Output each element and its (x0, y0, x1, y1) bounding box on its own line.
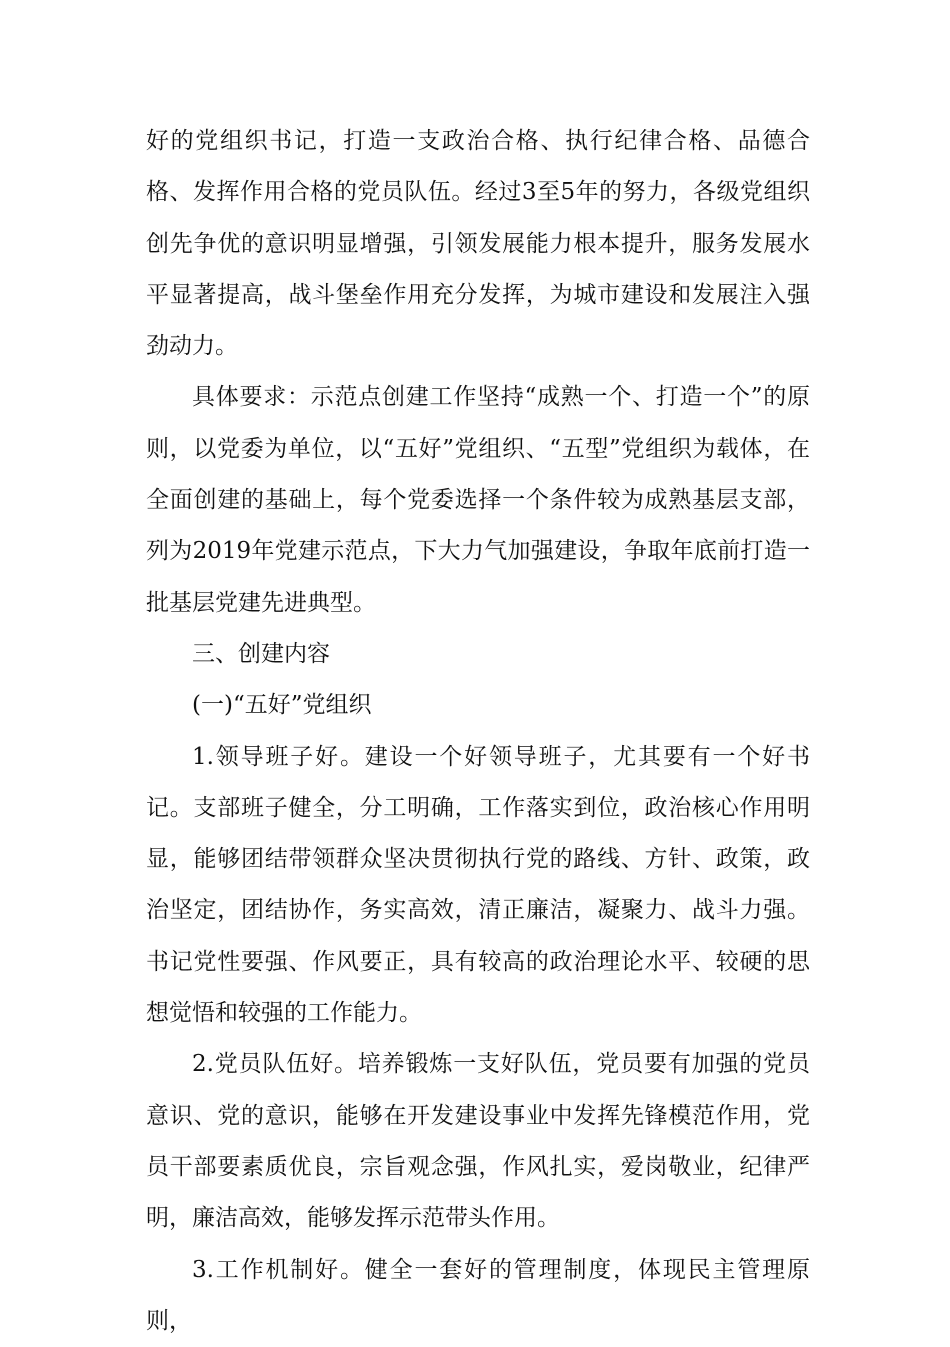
paragraph-specific-requirements: 具体要求：示范点创建工作坚持“成熟一个、打造一个”的原则，以党委为单位，以“五好”党组织、“五型”党组织为载体，在全面创建的基础上，每个党委选择一个条件较为成熟基层支部，列为2019年党建示范点，下大力气加强建设，争取年底前打造一批基层党建先进典型。 (146, 384, 810, 616)
subsection-heading-five-good: (一)“五好”党组织 (192, 692, 372, 719)
paragraph-work-mechanism: 3.工作机制好。健全一套好的管理制度，体现民主管理原则， (146, 1256, 810, 1334)
section-heading-creation-content: 三、创建内容 (192, 640, 330, 667)
paragraph-party-members: 2.党员队伍好。培养锻炼一支好队伍，党员要有加强的党员意识、党的意识，能够在开发建设事业中发挥先锋模范作用，党员干部要素质优良，宗旨观念强，作风扎实，爱岗敬业，纪律严明，廉洁高效，能够发挥示范带头作用。 (146, 1051, 810, 1232)
document-body (146, 116, 810, 1347)
paragraph-leadership-team: 1.领导班子好。建设一个好领导班子，尤其要有一个好书记。支部班子健全，分工明确，工作落实到位，政治核心作用明显，能够团结带领群众坚决贯彻执行党的路线、方针、政策，政治坚定，团结协作，务实高效，清正廉洁，凝聚力、战斗力强。书记党性要强、作风要正，具有较高的政治理论水平、较硬的思想觉悟和较强的工作能力。 (146, 743, 810, 1027)
paragraph-continuation: 好的党组织书记，打造一支政治合格、执行纪律合格、品德合格、发挥作用合格的党员队伍。经过3至5年的努力，各级党组织创先争优的意识明显增强，引领发展能力根本提升，服务发展水平显著提高，战斗堡垒作用充分发挥，为城市建设和发展注入强劲动力。 (146, 128, 810, 360)
